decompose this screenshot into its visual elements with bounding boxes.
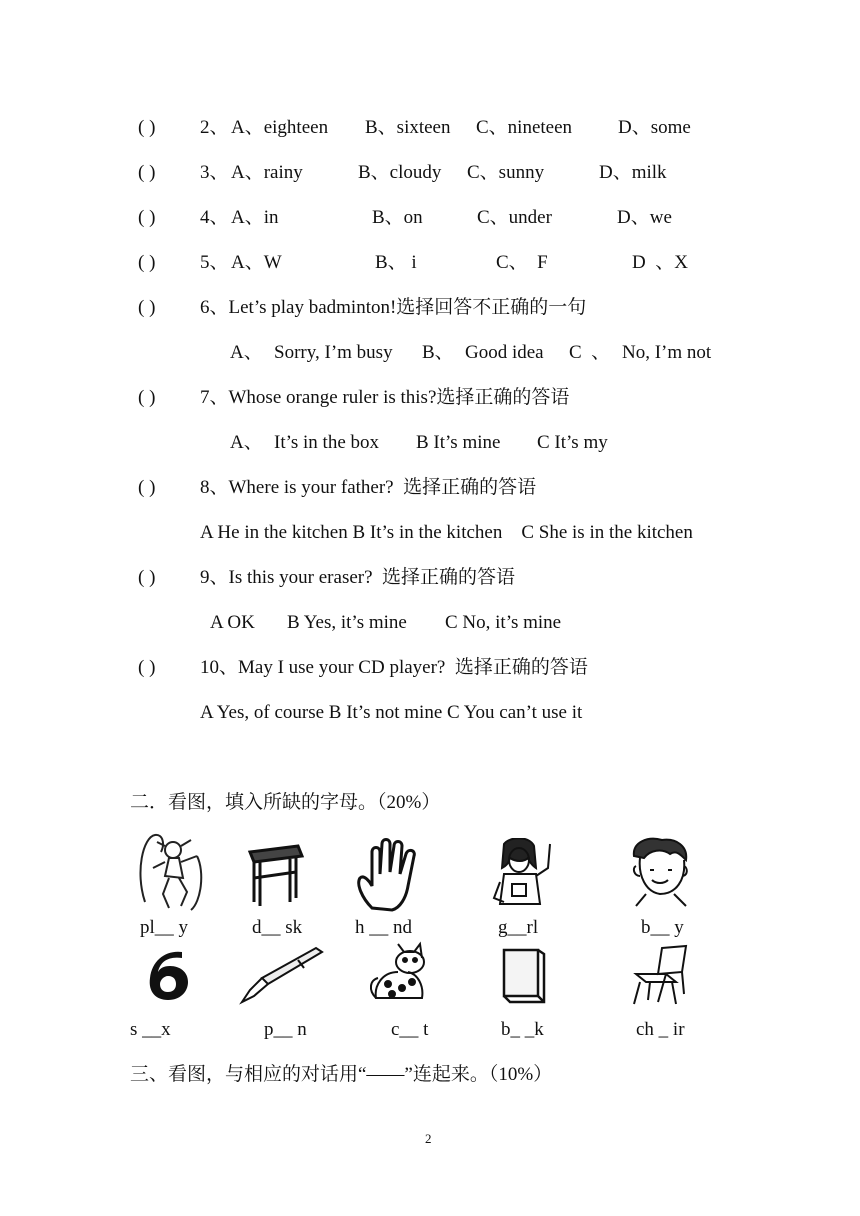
fill-word-cat: c__ t — [391, 1019, 429, 1040]
section-2-title: 二．看图，填入所缺的字母。（20%） — [130, 792, 441, 813]
fill-word-girl: g__rl — [498, 917, 539, 938]
fill-word-pen: p__ n — [264, 1019, 307, 1040]
fill-word-hand: h __ nd — [355, 917, 412, 938]
page-number: 2 — [425, 1131, 432, 1146]
chair-icon — [628, 944, 694, 1006]
option-c: C、under — [477, 207, 552, 228]
question-text: 6、Let’s play badminton!选择回答不正确的一句 — [200, 297, 587, 318]
option-a-label: A、 — [230, 342, 263, 363]
option-b: B、cloudy — [358, 162, 442, 183]
answer-paren[interactable]: ( ) — [138, 477, 156, 498]
answer-paren[interactable]: ( ) — [138, 117, 156, 138]
option-c: C、 F — [496, 252, 548, 273]
option-b: B、sixteen — [365, 117, 451, 138]
option-c: C No, it’s mine — [445, 612, 562, 633]
question-number: 5、 — [200, 252, 229, 273]
question-text: 10、May I use your CD player? 选择正确的答语 — [200, 657, 588, 678]
option-d: D、milk — [599, 162, 667, 183]
question-number: 4、 — [200, 207, 229, 228]
option-b-label: B、 — [422, 342, 454, 363]
question-number: 2、 — [200, 117, 229, 138]
option-c-text: No, I’m not — [622, 342, 712, 363]
question-number: 3、 — [200, 162, 229, 183]
hand-icon — [354, 838, 424, 914]
answer-paren[interactable]: ( ) — [138, 567, 156, 588]
option-c: C It’s my — [537, 432, 608, 453]
option-b: B Yes, it’s mine — [287, 612, 407, 633]
answer-options: A He in the kitchen B It’s in the kitchen C She is in the kitchen — [200, 522, 693, 543]
book-icon — [498, 946, 548, 1004]
option-a: A、eighteen — [231, 117, 329, 138]
option-a-label: A、 — [230, 432, 263, 453]
number-six-icon — [142, 946, 194, 1002]
option-b-text: Good idea — [465, 342, 544, 363]
girl-icon — [490, 838, 562, 910]
option-c: C、nineteen — [476, 117, 573, 138]
option-a: A、W — [231, 252, 282, 273]
answer-paren[interactable]: ( ) — [138, 297, 156, 318]
fill-word-play: pl__ y — [140, 917, 189, 938]
answer-paren[interactable]: ( ) — [138, 162, 156, 183]
section-3-title: 三、看图，与相应的对话用“——”连起来。（10%） — [130, 1064, 553, 1085]
option-b: B It’s mine — [416, 432, 501, 453]
cat-icon — [368, 940, 438, 1008]
fill-word-book: b_ _k — [501, 1019, 544, 1040]
option-d: D、we — [617, 207, 672, 228]
fill-word-six: s __x — [130, 1019, 171, 1040]
answer-paren[interactable]: ( ) — [138, 387, 156, 408]
jump-rope-girl-icon — [135, 832, 211, 914]
question-text: 9、Is this your eraser? 选择正确的答语 — [200, 567, 516, 588]
answer-options: A Yes, of course B It’s not mine C You can’t use it — [200, 702, 583, 723]
option-a: A、rainy — [231, 162, 303, 183]
answer-paren[interactable]: ( ) — [138, 207, 156, 228]
option-a-text: It’s in the box — [274, 432, 380, 453]
fill-word-desk: d__ sk — [252, 917, 303, 938]
option-d: D、some — [618, 117, 691, 138]
option-d: D 、X — [632, 252, 688, 273]
fill-word-boy: b__ y — [641, 917, 684, 938]
boy-icon — [628, 836, 694, 908]
option-c: C、sunny — [467, 162, 545, 183]
question-text: 8、Where is your father? 选择正确的答语 — [200, 477, 537, 498]
pen-icon — [238, 946, 328, 1006]
option-b: B、on — [372, 207, 423, 228]
answer-paren[interactable]: ( ) — [138, 252, 156, 273]
option-c-label: C 、 — [569, 342, 611, 363]
fill-word-chair: ch _ ir — [636, 1019, 685, 1040]
answer-paren[interactable]: ( ) — [138, 657, 156, 678]
option-b: B、 i — [375, 252, 417, 273]
desk-icon — [244, 842, 306, 912]
option-a-text: Sorry, I’m busy — [274, 342, 393, 363]
option-a: A、in — [231, 207, 279, 228]
option-a: A OK — [210, 612, 255, 633]
question-text: 7、Whose orange ruler is this?选择正确的答语 — [200, 387, 570, 408]
